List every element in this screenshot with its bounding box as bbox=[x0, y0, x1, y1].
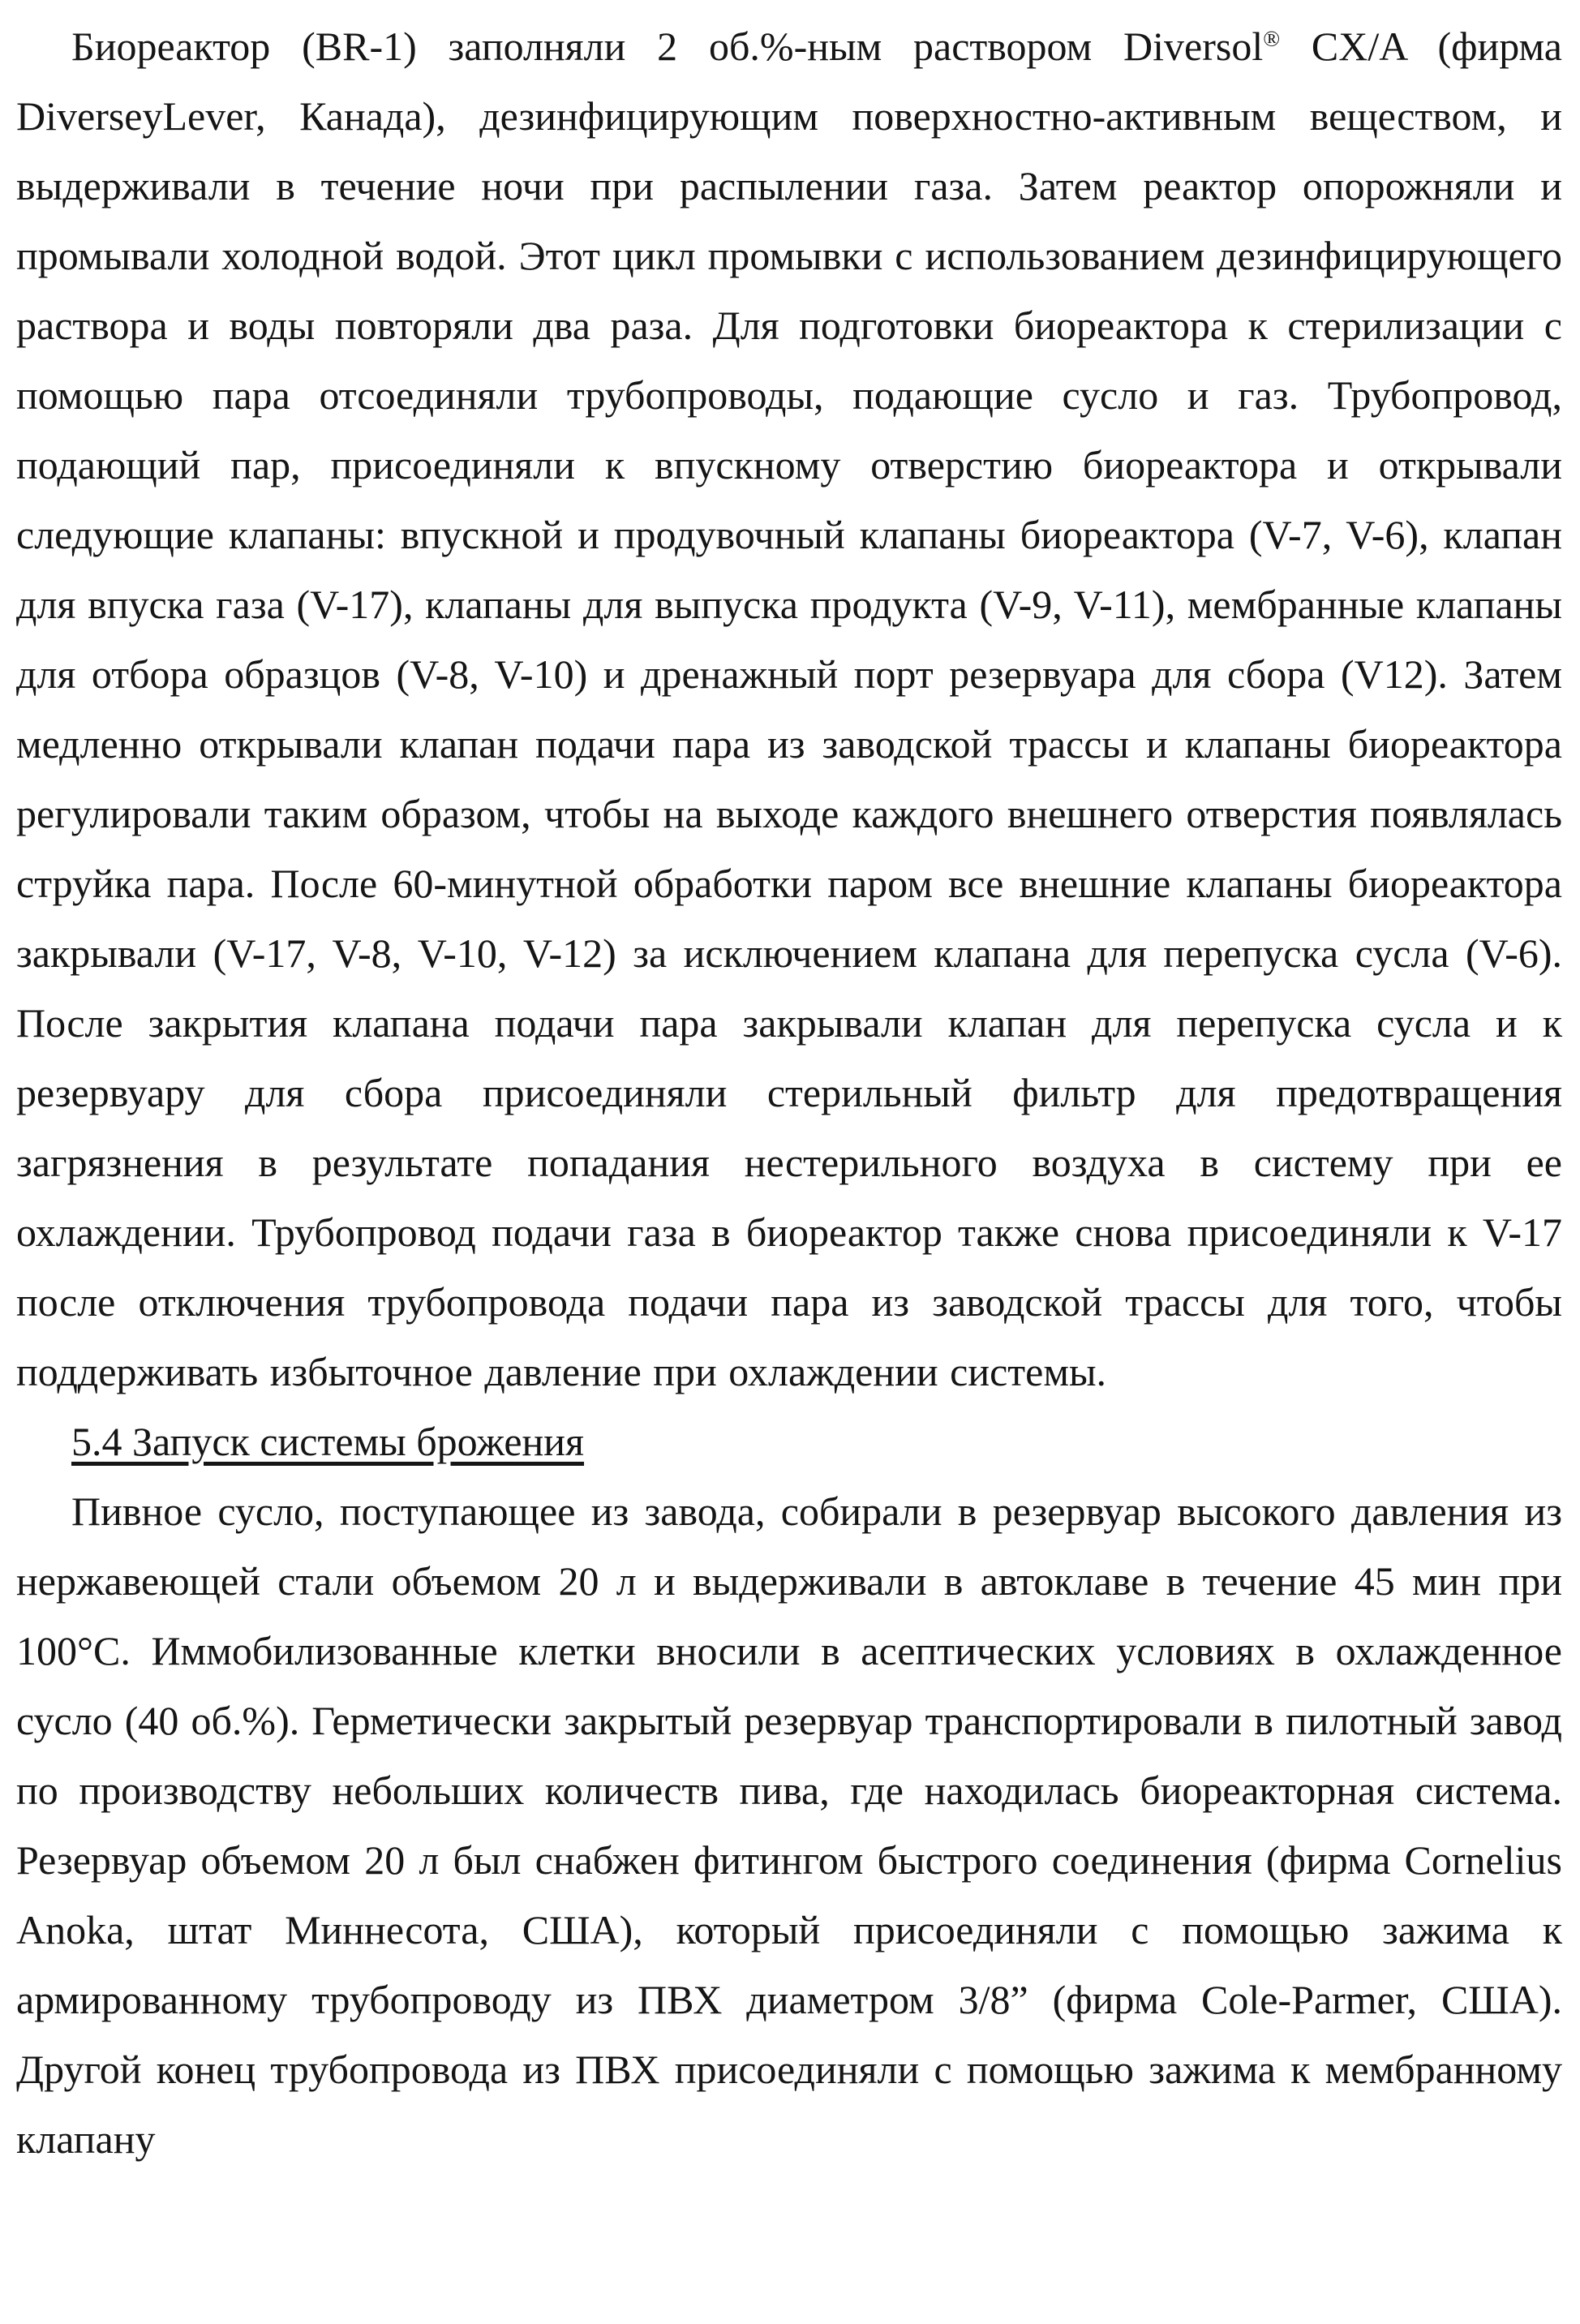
paragraph-text: CX/A (фирма DiverseyLever, Канада), дезинфицирующим поверхностно-активным веществом, и выдерживали в течение ночи при распылении газа. Затем реактор опорожняли и промывали холодной водой. Этот цикл промывки с использованием дезинфицирующего раствора и воды повторяли два раза. Для подготовки биореактора к стерилизации с помощью пара отсоединяли трубопроводы, подающие сусло и газ. Трубопровод, подающий пар, присоединяли к впускному отверстию биореактора и открывали следующие клапаны: впускной и продувочный клапаны биореактора (V-7, V-6), клапан для впуска газа (V-17), клапаны для выпуска продукта (V-9, V-11), мембранные клапаны для отбора образцов (V-8, V-10) и дренажный порт резервуара для сбора (V12). Затем медленно открывали клапан подачи пара из заводской трассы и клапаны биореактора регулировали таким образом, чтобы на выходе каждого внешнего отверстия появлялась струйка пара. После 60-минутной обработки паром все внешние клапаны биореактора закрывали (V-17, V-8, V-10, V-12) за исключением клапана для перепуска сусла (V-6). После закрытия клапана подачи пара закрывали клапан для перепуска сусла и к резервуару для сбора присоединяли стерильный фильтр для предотвращения загрязнения в результате попадания нестерильного воздуха в систему при ее охлаждении. Трубопровод подачи газа в биореактор также снова присоединяли к V-17 после отключения трубопровода подачи пара из заводской трассы для того, чтобы поддерживать избыточное давление при охлаждении системы. bbox=[16, 24, 1562, 1394]
paragraph-bioreactor-cleaning bbox=[16, 11, 1562, 1407]
registered-trademark-symbol: ® bbox=[1263, 25, 1281, 51]
section-heading-text: 5.4 Запуск системы брожения bbox=[71, 1419, 585, 1464]
paragraph-text: Биореактор (BR-1) заполняли 2 об.%-ным раствором Diversol bbox=[71, 24, 1264, 69]
section-heading bbox=[16, 1407, 1562, 1476]
paragraph-fermentation-startup: Пивное сусло, поступающее из завода, собирали в резервуар высокого давления из нержавеющей стали объемом 20 л и выдерживали в автоклаве в течение 45 мин при 100°C. Иммобилизованные клетки вносили в асептических условиях в охлажденное сусло (40 об.%). Герметически закрытый резервуар транспортировали в пилотный завод по производству небольших количеств пива, где находилась биореакторная система. Резервуар объемом 20 л был снабжен фитингом быстрого соединения (фирма Cornelius Anoka, штат Миннесота, США), который присоединяли с помощью зажима к армированному трубопроводу из ПВХ диаметром 3/8” (фирма Cole-Parmer, США). Другой конец трубопровода из ПВХ присоединяли с помощью зажима к мембранному клапану bbox=[16, 1488, 1562, 2162]
